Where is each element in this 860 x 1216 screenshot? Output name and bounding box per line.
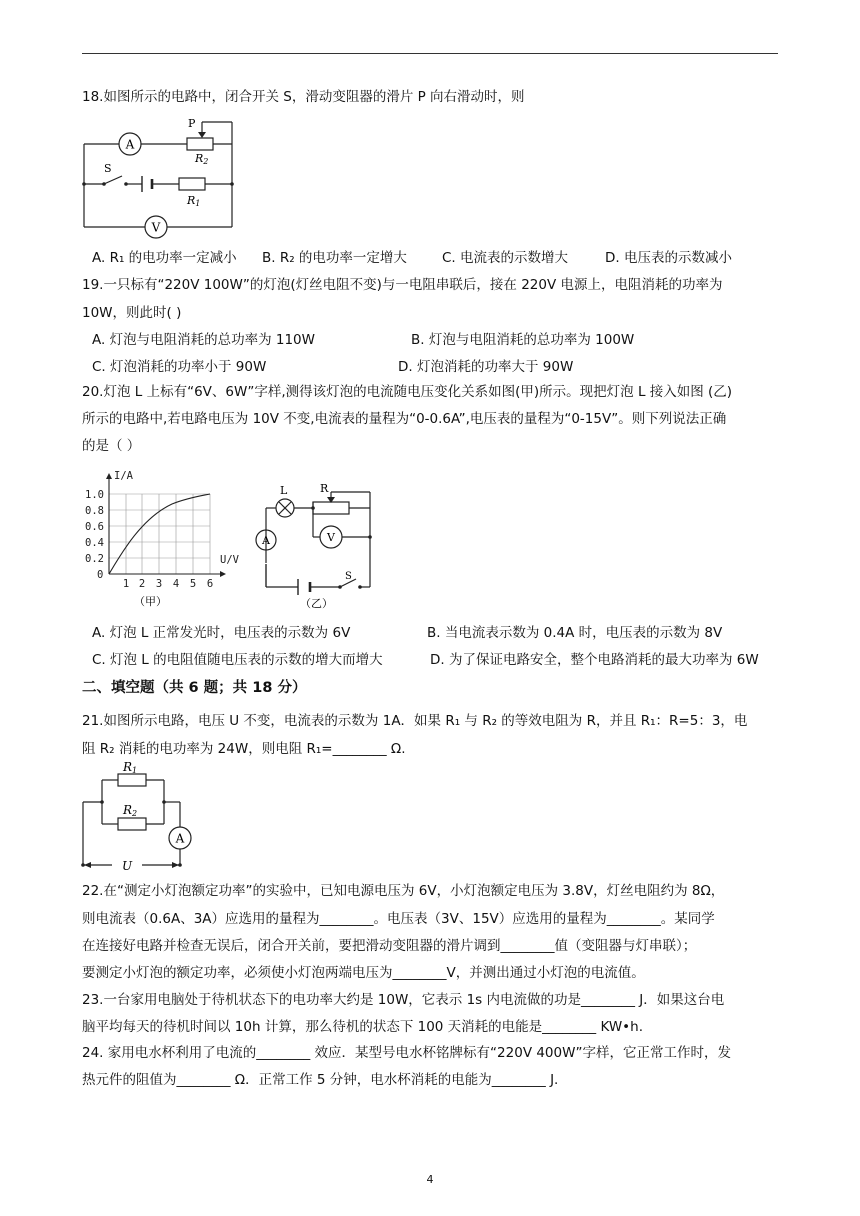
section-fill-in-heading: 二、填空题（共 6 题；共 18 分） bbox=[82, 680, 307, 696]
q21-voltage-label: U bbox=[121, 859, 133, 873]
q20-graph-origin: 0 bbox=[97, 569, 104, 581]
q20-graph-caption: （甲） bbox=[134, 595, 167, 608]
q20-graph-xtick: 3 bbox=[155, 578, 163, 590]
q22-line2: 则电流表（0.6A、3A）应选用的量程为________。电压表（3V、15V）应选用的量程为________。某同学 bbox=[82, 911, 715, 927]
q23-line1: 23.一台家用电脑处于待机状态下的电功率大约是 10W，它表示 1s 内电流做的功是________ J．如果这台电 bbox=[82, 992, 725, 1008]
q20-graph-xtick: 1 bbox=[122, 578, 130, 590]
q20-ammeter-label: A bbox=[262, 534, 270, 547]
q19-option-d: D. 灯泡消耗的功率大于 90W bbox=[398, 359, 574, 375]
q20-stem-line1: 20.灯泡 L 上标有“6V、6W”字样,测得该灯泡的电流随电压变化关系如图(甲)所示。现把灯泡 L 接入如图 (乙) bbox=[82, 384, 733, 400]
q20-graph-xtick: 2 bbox=[138, 578, 146, 590]
q18-option-a: A. R₁ 的电功率一定减小 bbox=[92, 250, 237, 266]
page-number: 4 bbox=[426, 1173, 434, 1186]
q20-graph-ytick: 0.4 bbox=[85, 537, 104, 549]
q22-line3: 在连接好电路并检查无误后，闭合开关前，要把滑动变阻器的滑片调到________值（变阻器与灯串联）； bbox=[82, 938, 697, 954]
q20-circuit-figure bbox=[258, 480, 378, 610]
q20-circuit-caption: （乙） bbox=[300, 597, 333, 610]
q21-r2-label: R2 bbox=[123, 803, 138, 818]
q20-graph-xtick: 6 bbox=[206, 578, 214, 590]
q18-stem: 18.如图所示的电路中，闭合开关 S，滑动变阻器的滑片 P 向右滑动时，则 bbox=[82, 89, 525, 105]
q20-stem-line3: 的是（ ） bbox=[82, 438, 141, 454]
q19-stem-line2: 10W，则此时( ) bbox=[82, 305, 182, 321]
q20-stem-line2: 所示的电路中,若电路电压为 10V 不变,电流表的量程为“0-0.6A”,电压表的量程为“0-15V”。则下列说法正确 bbox=[82, 411, 727, 427]
q18-option-d: D. 电压表的示数减小 bbox=[605, 250, 732, 266]
q20-graph-xlabel: U/V bbox=[220, 554, 239, 566]
q22-line1: 22.在“测定小灯泡额定功率”的实验中，已知电源电压为 6V，小灯泡额定电压为 3.8V，灯丝电阻约为 8Ω， bbox=[82, 883, 725, 899]
q20-graph-xtick: 5 bbox=[189, 578, 197, 590]
q20-graph-ytick: 1.0 bbox=[85, 489, 104, 501]
q20-graph-ytick: 0.2 bbox=[85, 553, 104, 565]
q20-voltmeter-label: V bbox=[327, 531, 335, 544]
q20-switch-label: S bbox=[345, 571, 352, 582]
q20-option-b: B. 当电流表示数为 0.4A 时，电压表的示数为 8V bbox=[427, 625, 723, 641]
q19-stem-line1: 19.一只标有“220V 100W”的灯泡(灯丝电阻不变)与一电阻串联后，接在 220V 电源上，电阻消耗的功率为 bbox=[82, 277, 723, 293]
q21-stem-line1: 21.如图所示电路，电压 U 不变，电流表的示数为 1A．如果 R₁ 与 R₂ 的等效电阻为 R，并且 R₁：R=5：3，电 bbox=[82, 713, 748, 729]
q24-line2: 热元件的阻值为________ Ω．正常工作 5 分钟，电水杯消耗的电能为________ J. bbox=[82, 1072, 559, 1088]
q19-option-a: A. 灯泡与电阻消耗的总功率为 110W bbox=[92, 332, 315, 348]
q19-option-b: B. 灯泡与电阻消耗的总功率为 100W bbox=[411, 332, 635, 348]
q20-graph-ytick: 0.8 bbox=[85, 505, 104, 517]
q20-option-a: A. 灯泡 L 正常发光时，电压表的示数为 6V bbox=[92, 625, 351, 641]
q18-circuit-figure bbox=[82, 112, 242, 235]
q18-r2-label: R2 bbox=[195, 152, 209, 166]
q20-rheostat-label: R bbox=[320, 482, 329, 495]
q23-line2: 脑平均每天的待机时间以 10h 计算，那么待机的状态下 100 天消耗的电能是________ KW•h. bbox=[82, 1019, 643, 1035]
q18-slider-label: P bbox=[188, 117, 196, 130]
q20-option-d: D. 为了保证电路安全，整个电路消耗的最大功率为 6W bbox=[430, 652, 759, 668]
q20-option-c: C. 灯泡 L 的电阻值随电压表的示数的增大而增大 bbox=[92, 652, 383, 668]
q21-ammeter-label: A bbox=[175, 831, 185, 846]
q20-graph-ylabel: I/A bbox=[114, 470, 133, 482]
q18-switch-label: S bbox=[104, 162, 112, 175]
q18-r1-label: R1 bbox=[187, 194, 201, 208]
q20-graph-xtick: 4 bbox=[172, 578, 180, 590]
q21-stem-line2: 阻 R₂ 消耗的电功率为 24W，则电阻 R₁=________ Ω. bbox=[82, 741, 406, 757]
q24-line1: 24. 家用电水杯利用了电流的________ 效应．某型号电水杯铭牌标有“220V 400W”字样，它正常工作时，发 bbox=[82, 1045, 731, 1061]
q22-line4: 要测定小灯泡的额定功率，必须使小灯泡两端电压为________V，并测出通过小灯泡的电流值。 bbox=[82, 965, 645, 981]
q18-ammeter-label: A bbox=[125, 137, 135, 152]
q21-r1-label: R1 bbox=[123, 760, 138, 775]
q19-option-c: C. 灯泡消耗的功率小于 90W bbox=[92, 359, 267, 375]
q21-circuit-figure bbox=[80, 762, 200, 877]
q18-voltmeter-label: V bbox=[151, 220, 161, 235]
q18-option-b: B. R₂ 的电功率一定增大 bbox=[262, 250, 407, 266]
q20-graph-ytick: 0.6 bbox=[85, 521, 104, 533]
q20-iu-graph bbox=[82, 470, 257, 615]
q20-lamp-label: L bbox=[280, 484, 288, 497]
header-rule bbox=[82, 53, 778, 54]
q18-option-c: C. 电流表的示数增大 bbox=[442, 250, 569, 266]
